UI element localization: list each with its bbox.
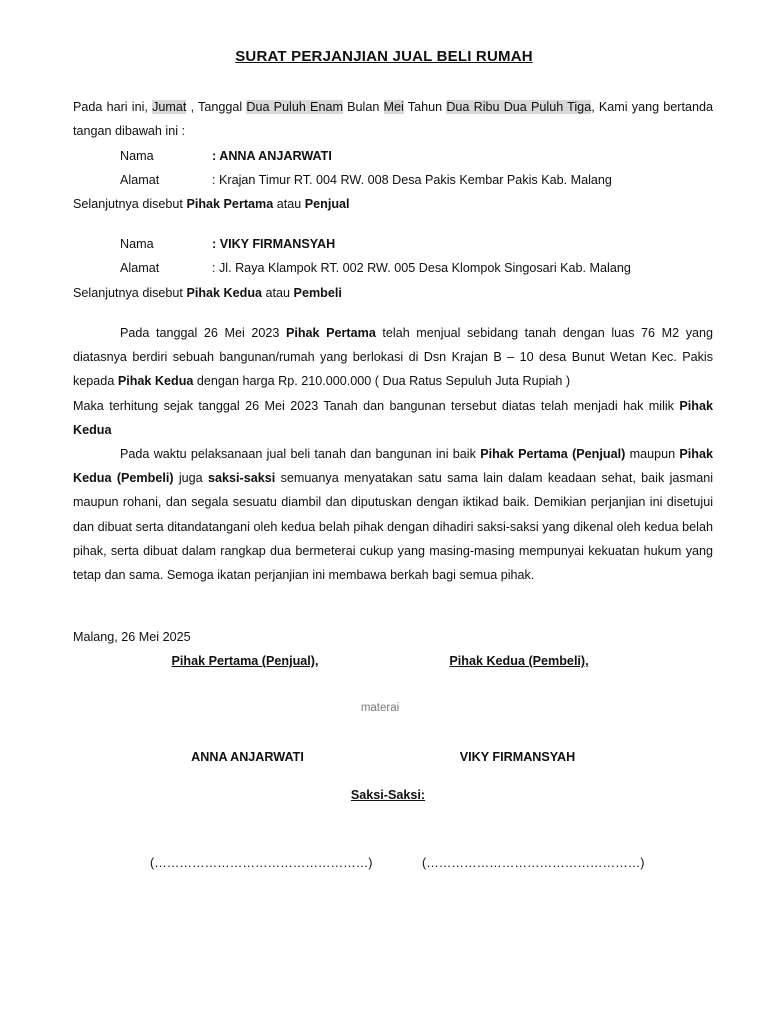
para-bold: Pihak Kedua (Pembeli) [73, 447, 713, 486]
party2-name: : VIKY FIRMANSYAH [212, 237, 336, 251]
referred-as-text: Selanjutnya disebut [73, 286, 187, 300]
party1-role: Pihak Pertama [186, 197, 274, 211]
party1-address: : Krajan Timur RT. 004 RW. 008 Desa Pakis Kembar Pakis Kab. Malang [212, 173, 612, 187]
intro-text: Tahun [403, 100, 447, 114]
party2-role: Pihak Kedua [186, 286, 263, 300]
agreement-paragraph [73, 442, 713, 587]
party2-role-alt: Pembeli [293, 286, 342, 300]
or-text: atau [262, 286, 294, 300]
para-bold: saksi-saksi [208, 471, 276, 486]
para-text: Pada tanggal 26 Mei 2023 [120, 326, 286, 340]
party2-name-row [120, 234, 335, 254]
para-bold: Pihak Pertama [285, 326, 376, 340]
para-text: Pada waktu pelaksanaan jual beli tanah dan bangunan ini baik [120, 447, 481, 461]
document-title: SURAT PERJANJIAN JUAL BELI RUMAH [235, 48, 533, 65]
party2-address: : Jl. Raya Klampok RT. 002 RW. 005 Desa Klompok Singosari Kab. Malang [212, 261, 631, 275]
intro-text: , Kami yang bertanda tangan dibawah ini : [73, 100, 713, 139]
address-label: Alamat [120, 173, 160, 187]
party1-role-alt: Penjual [304, 197, 350, 211]
party1-role-line [73, 194, 350, 214]
left-witness-blank: (……………………………………………) [150, 856, 373, 870]
name-label: Nama [120, 149, 154, 163]
year-field: Dua Ribu Dua Puluh Tiga [446, 100, 592, 114]
para-bold: Pihak Kedua [117, 374, 194, 389]
stamp-placeholder: materai [360, 702, 400, 714]
party2-address-row [120, 258, 631, 278]
month-field: Mei [383, 100, 404, 114]
referred-as-text: Selanjutnya disebut [73, 197, 187, 211]
para-bold: Pihak Kedua [73, 399, 713, 438]
intro-text: Pada hari ini, [73, 100, 153, 114]
left-signer-name: ANNA ANJARWATI [191, 750, 304, 764]
place-date: Malang, 26 Mei 2025 [73, 630, 191, 644]
name-label: Nama [120, 237, 154, 251]
para-text: dengan harga Rp. 210.000.000 ( Dua Ratus Sepuluh Juta Rupiah ) [193, 374, 571, 389]
ownership-paragraph [73, 394, 713, 442]
day-field: Jumat [152, 100, 187, 114]
para-bold: Pihak Pertama (Penjual) [480, 447, 626, 461]
para-text: telah menjual sebidang tanah dengan luas 76 M2 yang diatasnya berdiri sebuah bangunan/rumah yang berlokasi di Dsn Krajan B – 10 desa Bunut Wetan Kec. Pakis kepada [73, 326, 713, 389]
para-text: semuanya menyatakan satu sama lain dalam keadaan sehat, baik jasmani maupun rohani, dan segala sesuatu diambil dan diputuskan dengan iktikad baik. Demikian perjanjian ini disetujui dan dibuat serta ditandatangani oleh kedua belah pihak dengan dihadiri saksi-saksi yang dikenal oleh kedua belah pihak, serta dibuat dalam rangkap dua bermeterai cukup yang masing-masing mempunyai kekuatan hukum yang tetap dan sama. Semoga ikatan perjanjian ini membawa berkah bagi semua pihak. [73, 471, 713, 583]
witness-heading: Saksi-Saksi: [350, 788, 426, 802]
address-label: Alamat [120, 261, 160, 275]
date-field: Dua Puluh Enam [246, 100, 343, 114]
para-text: juga [173, 471, 209, 486]
party1-address-row [120, 170, 612, 190]
para-text: maupun [625, 447, 680, 461]
right-signer-name: VIKY FIRMANSYAH [459, 750, 576, 764]
intro-paragraph [73, 95, 713, 143]
right-signature-heading: Pihak Kedua (Pembeli), [449, 654, 589, 668]
right-witness-blank: (……………………………………………) [422, 856, 645, 870]
or-text: atau [273, 197, 305, 211]
intro-text: , Tanggal [186, 100, 247, 114]
party1-name-row [120, 146, 332, 166]
left-signature-heading: Pihak Pertama (Penjual), [171, 654, 319, 668]
para-text: Maka terhitung sejak tanggal 26 Mei 2023 Tanah dan bangunan tersebut diatas telah menjadi hak milik [73, 399, 680, 413]
party1-name: : ANNA ANJARWATI [212, 149, 332, 163]
intro-text: Bulan [342, 100, 384, 114]
party2-role-line [73, 283, 342, 303]
sale-paragraph [73, 321, 713, 394]
